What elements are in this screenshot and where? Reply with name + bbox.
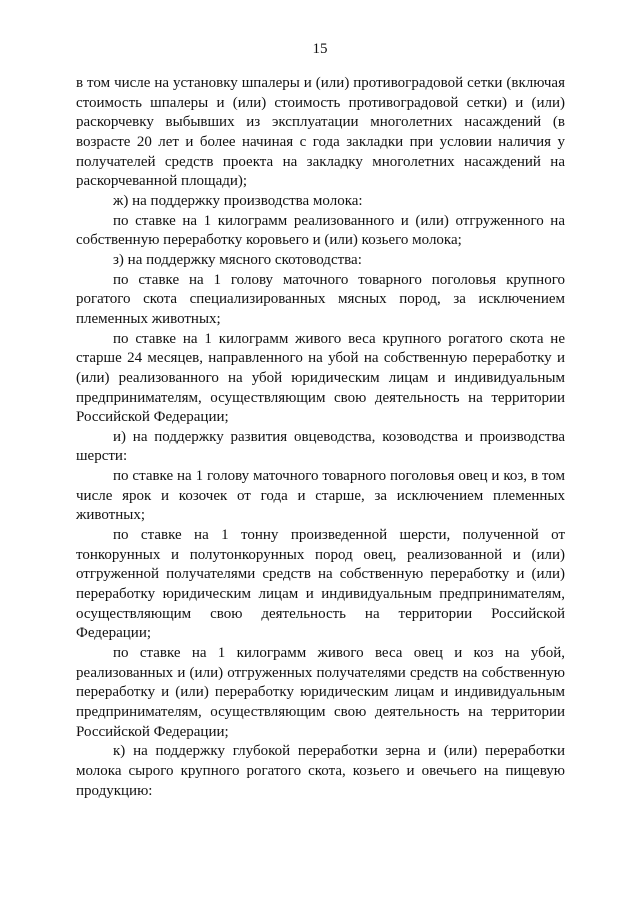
paragraph-continuation: в том числе на установку шпалеры и (или) противоградовой сетки (включая стоимость шпалеры и (или) стоимость противоградовой сетки) и (или) раскорчевку выбывших из эксплуатации многолетних насаждений (в возрасте 20 лет и более начиная с года закладки при условии наличия у получателей средств проекта на закладку многолетних насаждений на раскорчеванной площади); [76, 75, 565, 190]
page-number: 15 [312, 41, 328, 57]
paragraph-cattle-head-rate: по ставке на 1 голову маточного товарного поголовья крупного рогатого скота специализированных мясных пород, за исключением племенных животных; [76, 271, 565, 327]
document-body [76, 74, 565, 801]
paragraph-item-k-heading: к) на поддержку глубокой переработки зерна и (или) переработки молока сырого крупного рогатого скота, козьего и овечьего на пищевую продукцию: [76, 743, 565, 799]
paragraph-cattle-weight-rate: по ставке на 1 килограмм живого веса крупного рогатого скота не старше 24 месяцев, направленного на убой на собственную переработку и (или) реализованного на убой юридическим лицам и индивидуальным предпринимателям, осуществляющим свою деятельность на территории Российской Федерации; [76, 330, 565, 426]
paragraph-item-zh-heading: ж) на поддержку производства молока: [113, 192, 363, 209]
paragraph-wool-rate: по ставке на 1 тонну произведенной шерсти, полученной от тонкорунных и полутонкорунных пород овец, реализованной и (или) отгруженной получателями средств на собственную переработку и (или) переработку юридическим лицам и индивидуальным предпринимателям, осуществляющим свою деятельность на территории Российской Федерации; [76, 527, 565, 642]
paragraph-sheep-weight-rate: по ставке на 1 килограмм живого веса овец и коз на убой, реализованных и (или) отгруженных получателями средств на собственную переработку и (или) переработку юридическим лицам и индивидуальным предпринимателям, осуществляющим свою деятельность на территории Российской Федерации; [76, 645, 565, 740]
paragraph-item-z-heading: з) на поддержку мясного скотоводства: [113, 251, 362, 268]
paragraph-item-i-heading: и) на поддержку развития овцеводства, козоводства и производства шерсти: [76, 428, 565, 465]
paragraph-milk-rate: по ставке на 1 килограмм реализованного и (или) отгруженного на собственную переработку коровьего и (или) козьего молока; [76, 212, 565, 249]
paragraph-sheep-head-rate: по ставке на 1 голову маточного товарного поголовья овец и коз, в том числе ярок и козочек от года и старше, за исключением племенных животных; [76, 468, 565, 524]
